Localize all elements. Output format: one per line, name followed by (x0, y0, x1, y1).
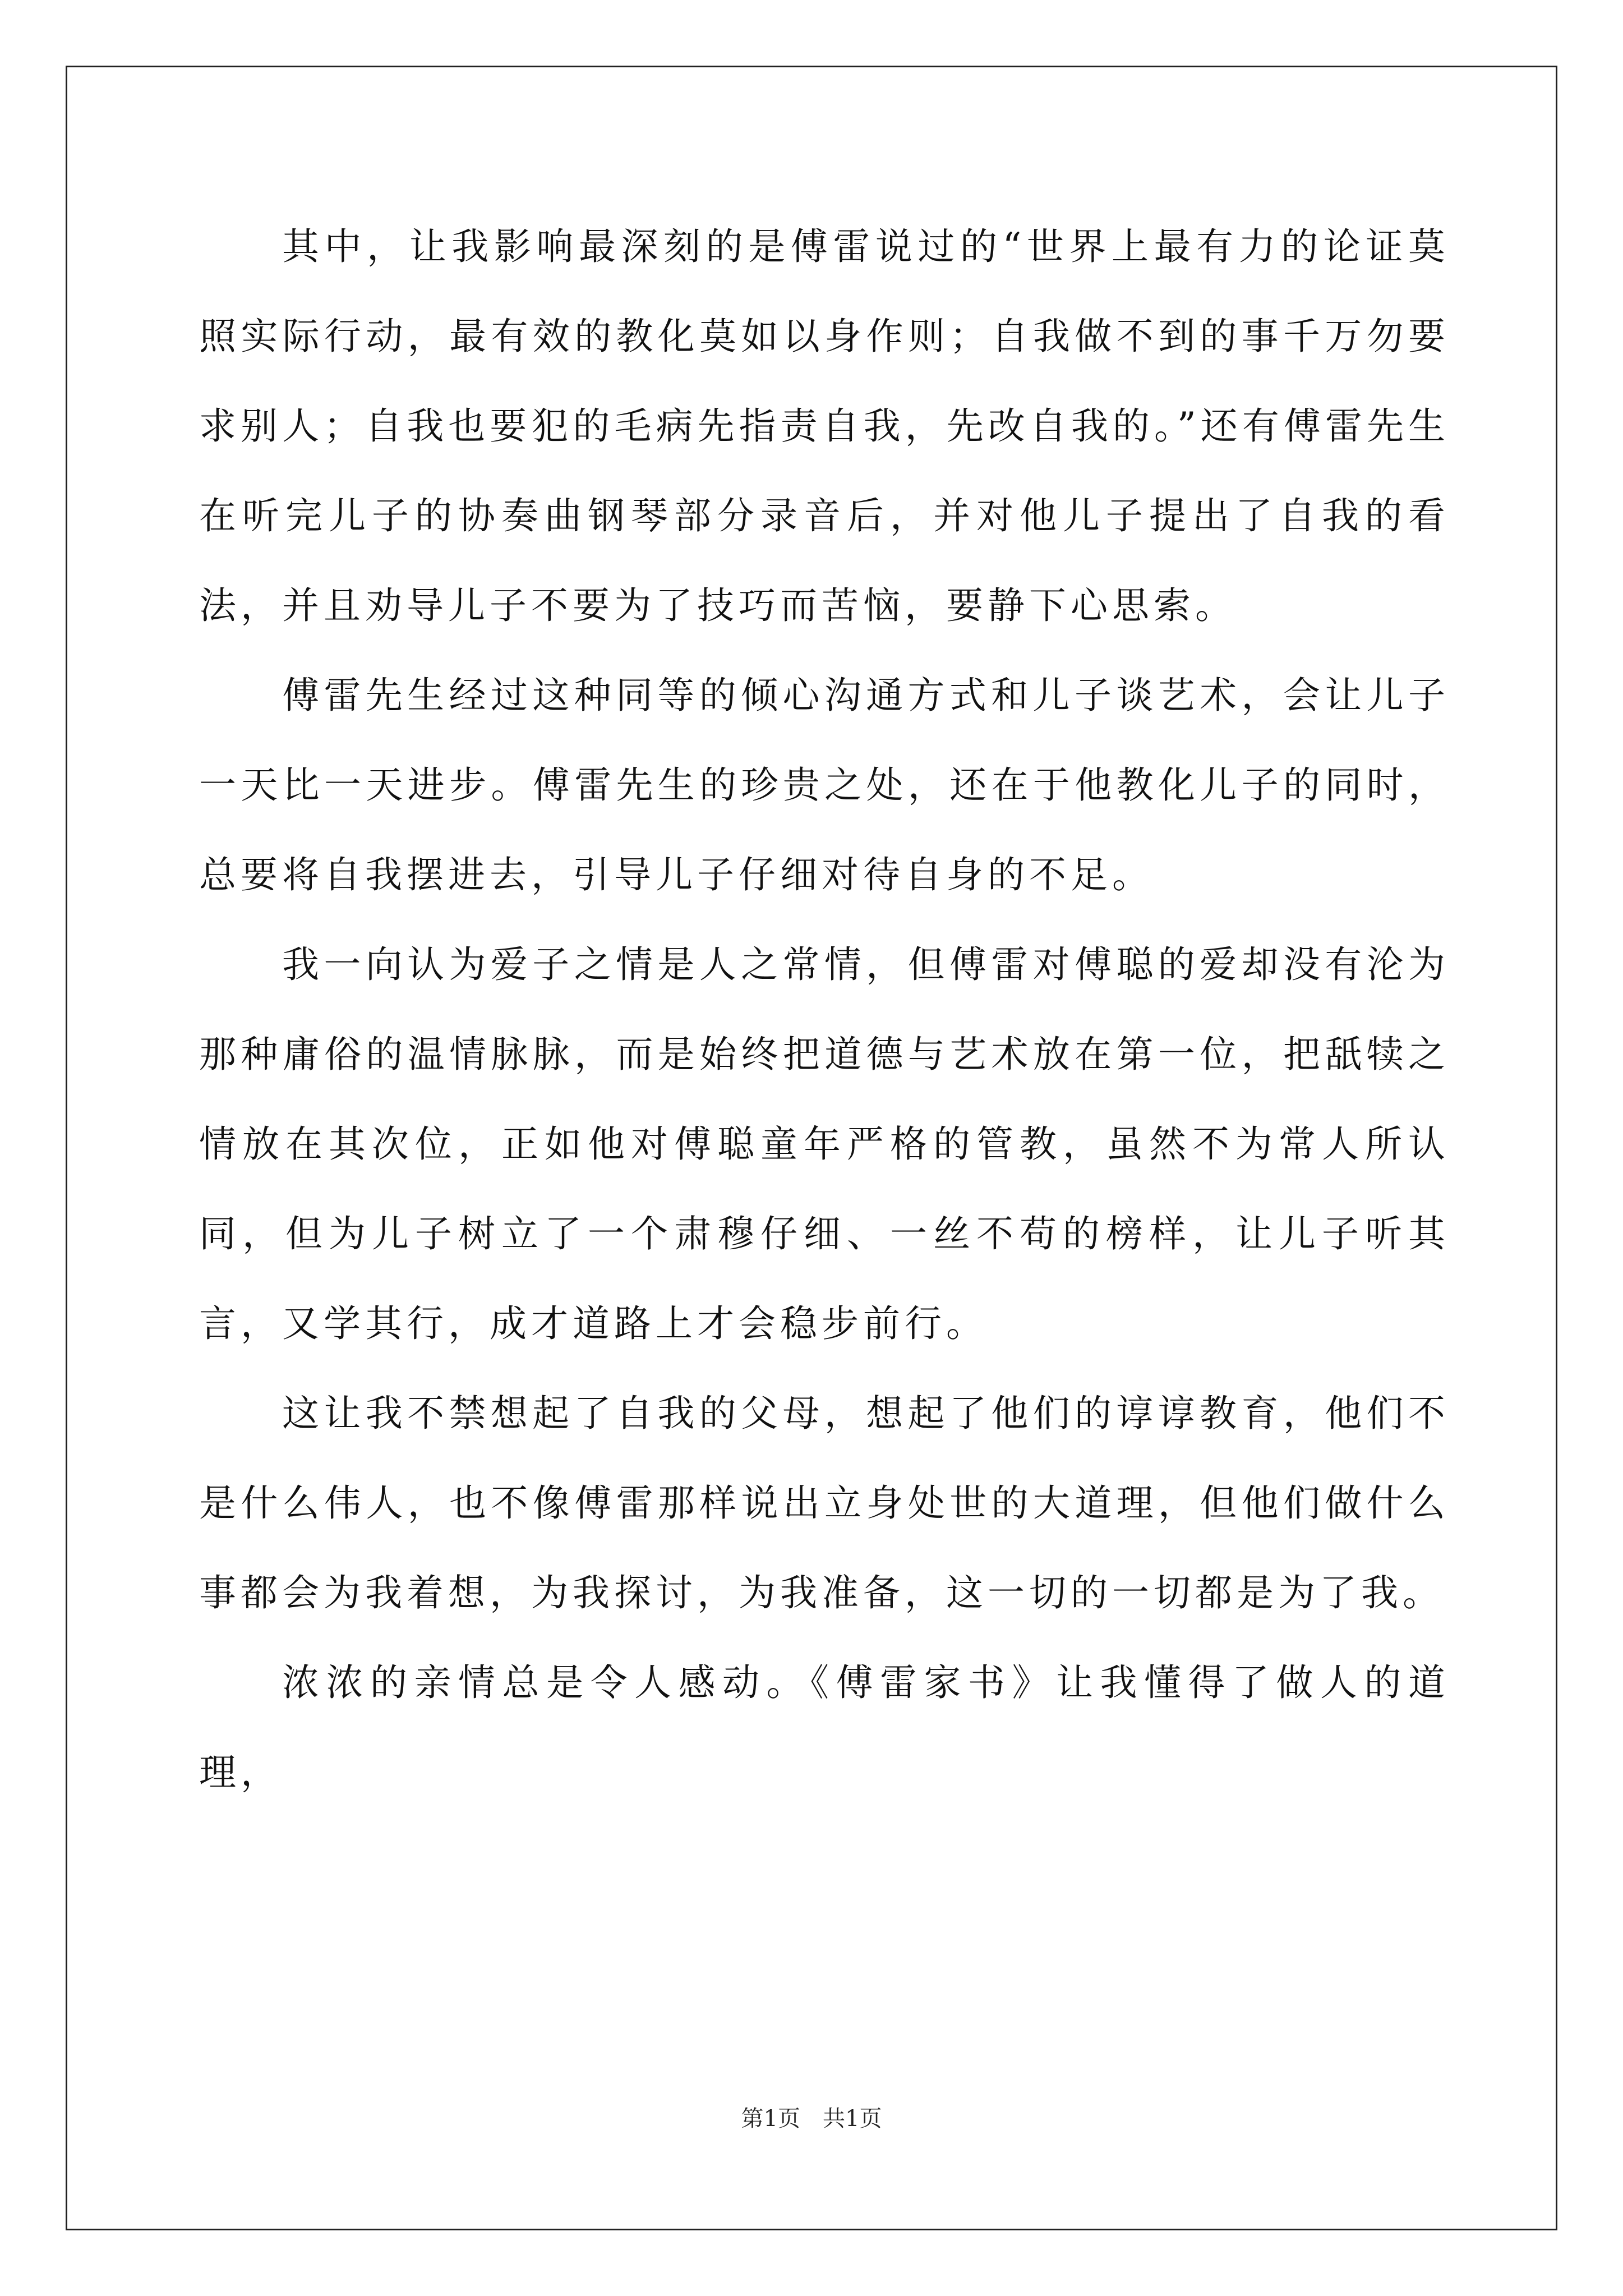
paragraph-4: 这让我不禁想起了自我的父母，想起了他们的谆谆教育，他们不是什么伟人，也不像傅雷那样说出立身处世的大道理，但他们做什么事都会为我着想，为我探讨，为我准备，这一切的一切都是为了我。 (199, 1392, 1450, 1614)
paragraph-1: 其中，让我影响最深刻的是傅雷说过的“世界上最有力的论证莫照实际行动，最有效的教化莫如以身作则；自我做不到的事千万勿要求别人；自我也要犯的毛病先指责自我，先改自我的。”还有傅雷先生在听完儿子的协奏曲钢琴部分录音后，并对他儿子提出了自我的看法，并且劝导儿子不要为了技巧而苦恼，要静下心思索。 (199, 225, 1450, 627)
paragraph-5: 浓浓的亲情总是令人感动。《傅雷家书》让我懂得了做人的道理， (199, 1661, 1450, 1794)
page-number: 第1页 (741, 2106, 800, 2132)
page-footer (0, 2101, 1623, 2133)
page-total: 共1页 (823, 2106, 882, 2132)
document-body (199, 202, 1450, 1818)
paragraph-2: 傅雷先生经过这种同等的倾心沟通方式和儿子谈艺术，会让儿子一天比一天进步。傅雷先生的珍贵之处，还在于他教化儿子的同时，总要将自我摆进去，引导儿子仔细对待自身的不足。 (199, 674, 1450, 896)
paragraph-3: 我一向认为爱子之情是人之常情，但傅雷对傅聪的爱却没有沦为那种庸俗的温情脉脉，而是始终把道德与艺术放在第一位，把舐犊之情放在其次位，正如他对傅聪童年严格的管教，虽然不为常人所认同，但为儿子树立了一个肃穆仔细、一丝不苟的榜样，让儿子听其言，又学其行，成才道路上才会稳步前行。 (199, 943, 1450, 1345)
